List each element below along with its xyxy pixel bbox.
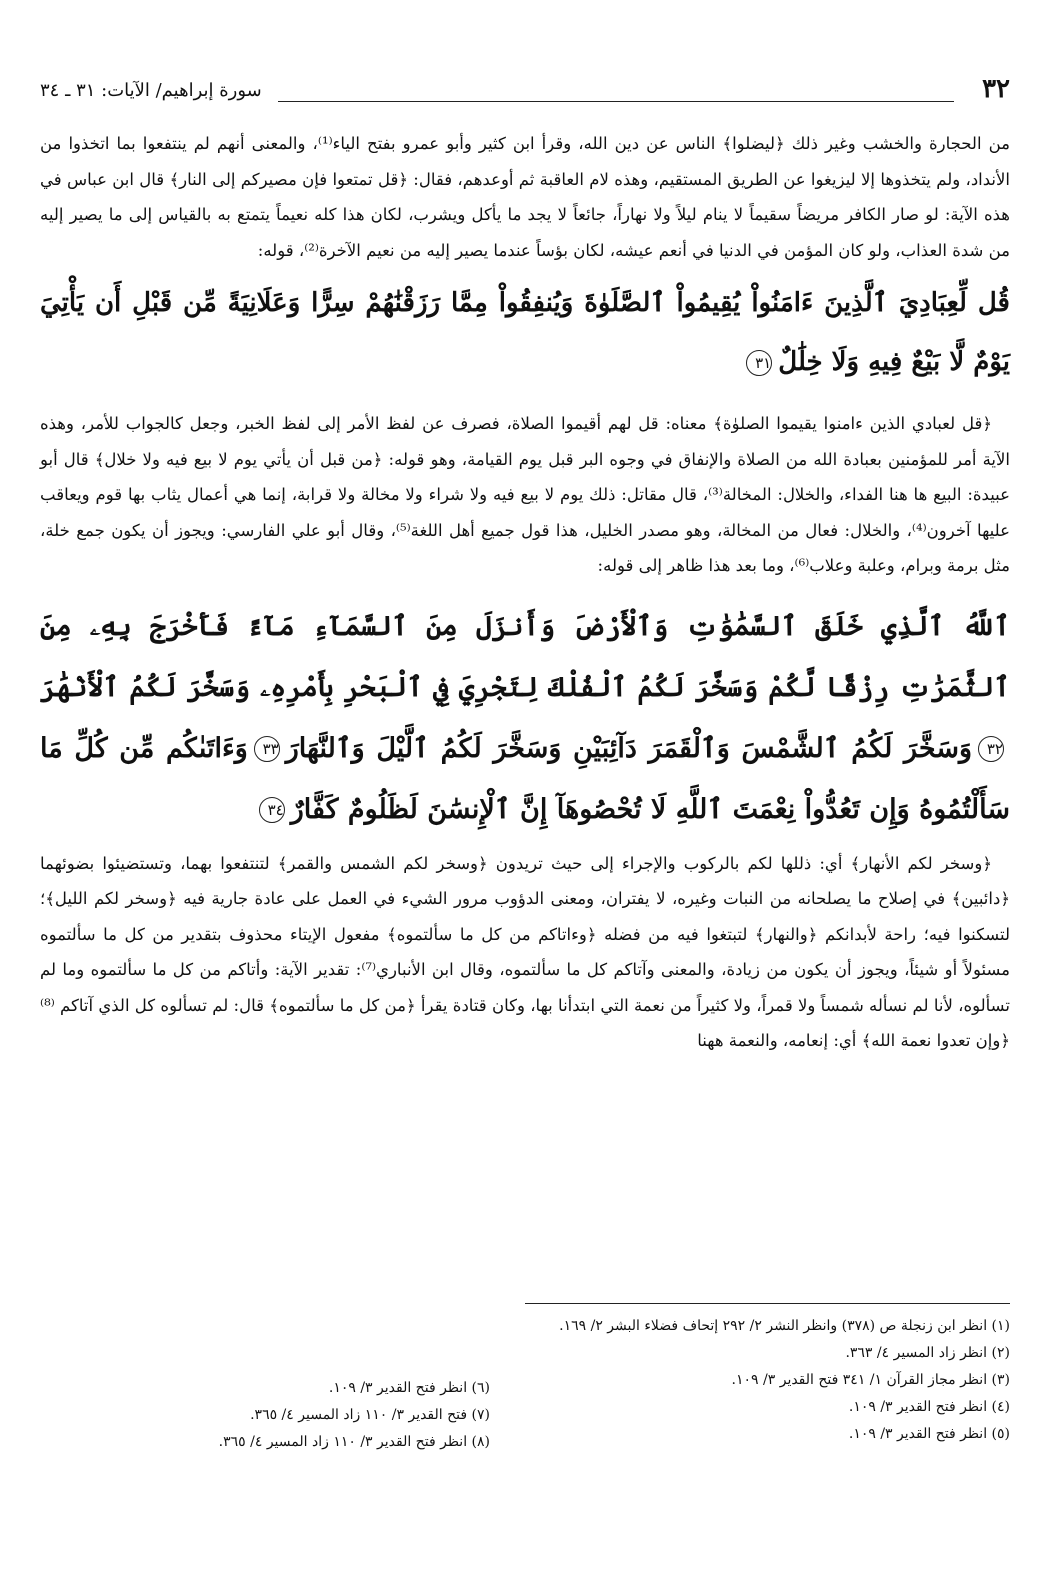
footnote-3: (٣) انظر مجاز القرآن ١/ ٣٤١ فتح القدير ٣/ ١٠٩. xyxy=(731,1372,1010,1388)
verse-33-text: وَسَخَّرَ لَكُمُ ٱلشَّمْسَ وَٱلْقَمَرَ دَآئِبَيْنِ وَسَخَّرَ لَكُمُ ٱلَّيْلَ وَٱلنَّهَارَ xyxy=(285,732,972,764)
footnote-4: (٤) انظر فتح القدير ٣/ ١٠٩. xyxy=(848,1399,1010,1415)
spacer xyxy=(40,398,1010,406)
commentary-paragraph-3: ﴿وسخر لكم الأنهار﴾ أي: ذللها لكم بالركوب والإجراء إلى حيث تريدون ﴿وسخر لكم الشمس والقمر﴾ لتنتفعوا بهما، وتستضيئوا بضوئهما ﴿دائبين﴾ في إصلاح ما يصلحانه من النبات وغيره، لا يفتران، ومعنى الدؤوب مرور الشيء في العمل على عادة جارية فيه ﴿وسخر لكم الليل﴾؛ لتسكنوا فيه؛ راحة لأبدانكم ﴿والنهار﴾ لتبتغوا فيه من فضله ﴿وءاتاكم من كل ما سألتموه﴾ مفعول الإيتاء محذوف بتقدير من كل ما سألتموه مسئولاً أو شيئاً، ويجوز أن يكون من زيادة، والمعنى وآتاكم كل ما سألتموه، وقال ابن الأنباري⁽⁷⁾: تقدير الآية: وأتاكم من كل ما سألتموه وما لم تسألوه، لأنا لم نسأله شمساً ولا قمراً، ولا كثيراً من نعمة التي ابتدأنا بها، وكان قتادة يقرأ ﴿من كل ما سألتموه﴾ قال: لم تسألوه كل الذي آتاكم ⁽⁸⁾ ﴿وإن تعدوا نعمة الله﴾ أي: إنعامه، والنعمة ههنا xyxy=(40,853,1011,1050)
page-body xyxy=(40,126,1010,1059)
page-number: ٣٢ xyxy=(982,74,1010,104)
commentary-paragraph-1: من الحجارة والخشب وغير ذلك ﴿ليضلوا﴾ الناس عن دين الله، وقرأ ابن كثير وأبو عمرو بفتح الياء⁽¹⁾، والمعنى أنهم لم ينتفعوا بما اتخذوا من الأنداد، ولم يتخذوها إلا ليزيغوا عن الطريق المستقيم، وهذه لام العاقبة ثم أوعدهم، فقال: ﴿قل تمتعوا فإن مصيركم إلى النار﴾ قال ابن عباس في هذه الآية: لو صار الكافر مريضاً سقيماً لا ينام ليلاً ولا نهاراً، جائعاً لا يجد ما يأكل ويشرب، لكان هذا كله نعيماً يتمتع به بالقياس إلى ما يصير إليه من شدة العذاب، ولو كان المؤمن في الدنيا في أنعم عيشه، لكان بؤساً عندما يصير إليه من نعيم الآخرة⁽²⁾، قوله: xyxy=(40,134,1010,260)
quran-verses-32-34 xyxy=(40,596,1010,840)
verse-number-marker: ٣٣ xyxy=(254,736,280,762)
commentary-paragraph-2: ﴿قل لعبادي الذين ءامنوا يقيموا الصلوٰة﴾ معناه: قل لهم أقيموا الصلاة، فصرف عن لفظ الأمر إلى لفظ الخبر، وجعل كالجواب للأمر، وهذه الآية أمر للمؤمنين بعبادة الله من الصلاة والإنفاق في وجوه البر قبل يوم القيامة، وهو قوله: ﴿من قبل أن يأتي يوم لا بيع فيه ولا خلال﴾ قال أبو عبيدة: البيع ها هنا الفداء، والخلال: المخالة⁽³⁾، قال مقاتل: ذلك يوم لا بيع فيه ولا شراء ولا مخالة ولا قرابة، إنما هي أعمال يثاب بها قوم ويعاقب عليها آخرون⁽⁴⁾، والخلال: فعال من المخالة، وهو مصدر الخليل، هذا قول جميع أهل اللغة⁽⁵⁾، وقال أبو علي الفارسي: ويجوز أن يكون جمع خلة، مثل برمة وبرام، وعلبة وعلاب⁽⁶⁾، وما بعد هذا ظاهر إلى قوله: xyxy=(40,414,1010,575)
footnote-columns xyxy=(40,1367,1010,1487)
verse-number-marker: ٣٢ xyxy=(978,736,1004,762)
page-header xyxy=(40,74,1010,114)
footnote-1: (١) انظر ابن زنجلة ص (٣٧٨) وانظر النشر ٢/ ٢٩٢ إتحاف فضلاء البشر ٢/ ١٦٩. xyxy=(559,1318,1010,1334)
footnote-column-right xyxy=(550,1367,1010,1448)
verse-32-text: ٱللَّهُ ٱلَّذِي خَلَقَ ٱلسَّمَٰوَٰتِ وَٱلْأَرْضَ وَأَنزَلَ مِنَ ٱلسَّمَآءِ مَآءً فَأَخْرَجَ بِهِۦ مِنَ ٱلثَّمَرَٰتِ رِزْقًا لَّكُمْ وَسَخَّرَ لَكُمُ ٱلْفُلْكَ لِتَجْرِيَ فِي ٱلْبَحْرِ بِأَمْرِهِۦ وَسَخَّرَ لَكُمُ ٱلْأَنْهَٰرَ xyxy=(40,610,1010,703)
footnote-6: (٦) انظر فتح القدير ٣/ ١٠٩. xyxy=(328,1380,490,1396)
footnote-separator xyxy=(525,1303,1010,1304)
footnote-7: (٧) فتح القدير ٣/ ١١٠ زاد المسير ٤/ ٣٦٥. xyxy=(250,1407,490,1423)
footnote-2: (٢) انظر زاد المسير ٤/ ٣٦٣. xyxy=(845,1345,1010,1361)
running-title: سورة إبراهيم/ الآيات: ٣١ ـ ٣٤ xyxy=(40,80,262,101)
header-rule xyxy=(278,101,954,102)
footnote-column-left xyxy=(30,1375,490,1456)
verse-31-text: قُل لِّعِبَادِيَ ٱلَّذِينَ ءَامَنُواْ يُقِيمُواْ ٱلصَّلَوٰةَ وَيُنفِقُواْ مِمَّا رَزَقْنَٰهُمْ سِرًّا وَعَلَانِيَةً مِّن قَبْلِ أَن يَأْتِيَ يَوْمٌ لَّا بَيْعٌ فِيهِ وَلَا خِلَٰلٌ xyxy=(40,288,1010,377)
verse-34-text: وَءَاتَىٰكُم مِّن كُلِّ مَا سَأَلْتُمُوهُ وَإِن تَعُدُّواْ نِعْمَتَ ٱللَّهِ لَا تُحْصُوهَآ إِنَّ ٱلْإِنسَٰنَ لَظَلُومٌ كَفَّارٌ xyxy=(40,732,1010,825)
verse-number-marker: ٣١ xyxy=(746,350,772,376)
footnote-5: (٥) انظر فتح القدير ٣/ ١٠٩. xyxy=(848,1426,1010,1442)
verse-number-marker: ٣٤ xyxy=(259,797,285,823)
quran-verse-31 xyxy=(40,274,1010,392)
footnote-8: (٨) انظر فتح القدير ٣/ ١١٠ زاد المسير ٤/ ٣٦٥. xyxy=(218,1434,490,1450)
footnotes xyxy=(40,1313,1010,1487)
